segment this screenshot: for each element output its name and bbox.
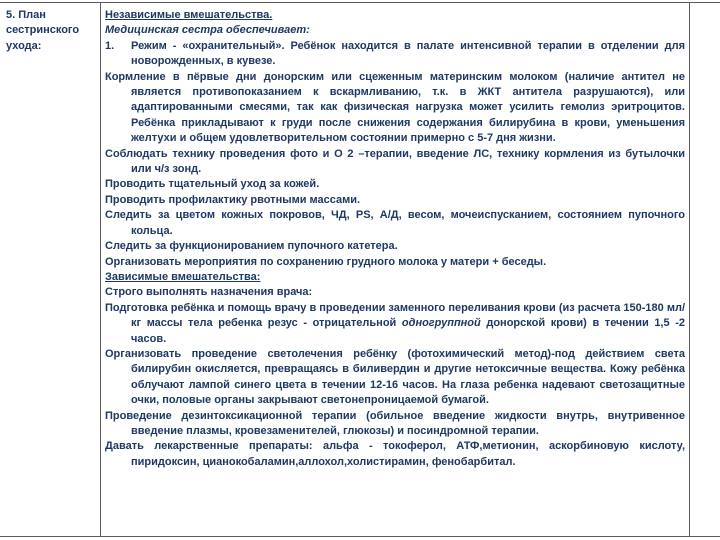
subheading-nurse-provides <box>105 23 685 38</box>
item-skin-care <box>105 177 685 192</box>
care-plan-table <box>0 2 720 537</box>
item-breast-milk <box>105 255 685 270</box>
text-run: донорской крови) в течении 1,5 -2 часов. <box>131 317 685 345</box>
paragraph-list <box>105 8 685 470</box>
item-phototherapy <box>105 347 685 409</box>
item-number: 1. <box>105 39 115 52</box>
text-run: одногруппной <box>401 317 481 330</box>
item-vomit-prevention <box>105 193 685 208</box>
text-run: Независимые вмешательства. <box>105 9 273 21</box>
text-run: Следить за цветом кожных покровов, ЧД, PS, А/Д, весом, мочеиспусканием, состоянием пупочного кольца. <box>105 209 685 237</box>
item-umbilical-catheter <box>105 239 685 254</box>
item-blood-transfusion <box>105 301 685 347</box>
text-run: Проведение дезинтоксикационной терапии (обильное введение жидкости внутрь, внутривенное введение плазмы, кровезаменителей, глюкозы) и посиндромной терапии. <box>105 409 685 437</box>
text-run: Зависимые вмешательства: <box>105 270 261 283</box>
text-run: Следить за функционированием пупочного катетера. <box>105 240 398 253</box>
text-run: Строго выполнять назначения врача: <box>105 286 313 299</box>
text-run: Медицинская сестра обеспечивает: <box>105 24 310 37</box>
item-doctor-orders <box>105 285 685 300</box>
text-run: Соблюдать технику проведения фото и О 2 –терапии, введение ЛС, технику кормления из бутылочки или ч/з зонд. <box>105 147 685 176</box>
item-feeding <box>105 70 685 147</box>
item-regime <box>105 39 685 70</box>
text-run: Организовать мероприятия по сохранению грудного молока у матери + беседы. <box>105 255 547 268</box>
item-photo-o2-therapy <box>105 147 685 178</box>
text-run: Организовать проведение светолечения ребёнку (фотохимический метод)-под действием света билирубин окисляется, превращаясь в биливердин и другие нетоксичные вещества. Кожу ребёнка облучают лампой синего цвета в течении 12-16 часов. На глаза ребенка надевают светозащитные очки, половые органы закрывают светонепроницаемой бумагой. <box>105 347 685 407</box>
text-run: Режим - «охранительный». Ребёнок находится в палате интенсивной терапии в отделении для новорожденных, в кувезе. <box>131 39 685 68</box>
item-detox-therapy <box>105 409 685 440</box>
heading-dependent-interventions <box>105 270 685 285</box>
text-run: Кормление в пёрвые дни донорским или сцеженным материнским молоком (наличие антител не является противопоказанием к вскармливанию, т.к. в ЖКТ антитела разрушаются), или адаптированными смесями, так как физическая нагрузка может усилить гемолиз эритроцитов. Ребёнка прикладывают к груди после снижения содержания билирубина в крови, уменьшения желтухи и общем удовлетворительном состоянии примерно с 5-7 дня жизни. <box>105 70 685 145</box>
plan-label: 5. План сестринского ухода: <box>6 9 80 52</box>
item-medications <box>105 439 685 470</box>
empty-cell <box>690 3 720 536</box>
plan-label-cell <box>0 3 101 536</box>
text-run: Проводить тщательный уход за кожей. <box>105 178 320 191</box>
text-run: Давать лекарственные препараты: альфа - токоферол, АТФ,метионин, аскорбиновую кислоту, пиридоксин, цианокобаламин,аллохол,холистирамин, фенобарбитал. <box>105 440 685 468</box>
interventions-cell <box>101 3 690 536</box>
heading-independent-interventions <box>105 8 685 23</box>
item-monitoring <box>105 208 685 239</box>
text-run: Подготовка ребёнка и помощь врачу в проведении заменного переливания крови (из расчета 150-180 мл/кг массы тела ребенка резус - отрицательной <box>105 301 685 330</box>
text-run: Проводить профилактику рвотными массами. <box>105 193 361 206</box>
